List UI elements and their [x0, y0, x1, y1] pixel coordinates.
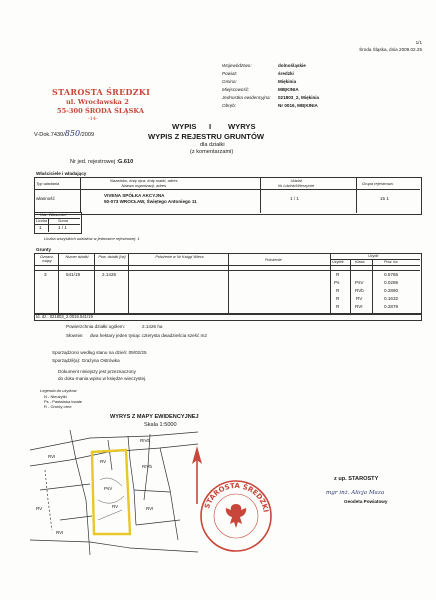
- uzytek-class: RV: [356, 296, 363, 301]
- grunty-header-parcel: Numer działki: [65, 255, 89, 259]
- case-number: V-Dok.7430/850/2009: [34, 129, 95, 138]
- map-label: RIVb: [140, 438, 151, 443]
- area-words-value: dwa hektary jeden tysiąc czterysta dwadzieścia sześć m2: [90, 333, 207, 338]
- uzytek-area: 0.2860: [384, 288, 399, 293]
- uzytek-class: PsV: [355, 280, 364, 285]
- location-row: Jednostka ewidencyjna: 021803_2, Miękinia: [222, 95, 320, 100]
- shares-count-header: Liczba: [36, 219, 47, 223]
- map-title: WYRYS Z MAPY EWIDENCYJNEJ: [110, 414, 199, 420]
- location-row: Gmina: Miękinia: [222, 79, 297, 84]
- map-scale: Skala 1:5000: [144, 422, 177, 428]
- legend-title: Legenda do użytków: [40, 388, 77, 393]
- grunty-parcel-area: 2.1426: [102, 272, 117, 277]
- owner-type: własność: [36, 196, 55, 201]
- uzytek-area: 0.2878: [384, 304, 399, 309]
- grunty-map-no: 3: [44, 272, 47, 277]
- uzytek-area: 0.0286: [384, 280, 399, 285]
- title-for-parcel: dla działki: [200, 142, 225, 148]
- legend-item: R - Grunty orne: [44, 404, 72, 409]
- uzytek-area: 0.1632: [384, 296, 399, 301]
- sheet-number: 1/1: [415, 40, 422, 45]
- owners-header-group: Grupa rejestrowa: [362, 181, 393, 186]
- location-row: Miejscowość: MIĘKINIA: [222, 87, 299, 92]
- purpose-line1: Dokument niniejszy jest przeznaczony: [58, 369, 136, 374]
- uzytek-use: R: [336, 304, 340, 309]
- location-block: [222, 63, 362, 113]
- total-area-label: Powierzchnia działki ogółem:: [66, 324, 125, 329]
- signature-handwritten: mgr inż. Alicja Maza: [326, 490, 385, 496]
- title-comments: (z komentarzami): [190, 149, 234, 155]
- uzytki-col-use: Użytek: [332, 260, 344, 264]
- shares-header: Udz. Własności: [40, 213, 67, 217]
- eagle-emblem-icon: [226, 504, 246, 528]
- grunty-title: Grunty: [36, 247, 52, 252]
- office-stamp-city: 55-300 ŚRODA ŚLĄSKA: [57, 107, 144, 115]
- uzytek-use: R: [336, 272, 340, 277]
- place-date: Środa Śląska, dnia 2009.02.25: [359, 47, 422, 52]
- location-row: Powiat: średzki: [222, 71, 294, 76]
- uzytki-col-class: Klasa: [355, 260, 365, 264]
- title-wyrys: WYRYS: [228, 122, 256, 131]
- legend-item: Ps - Pastwiska trwałe: [44, 399, 83, 404]
- official-seal: [198, 478, 274, 554]
- grunty-header-location: Położenie: [265, 258, 282, 262]
- uzytek-area: 0.5765: [384, 272, 399, 277]
- prepared-date: Sporządzono według stanu na dzień: 09/02/25: [52, 350, 147, 355]
- uzytek-use: Ps: [334, 280, 340, 285]
- office-stamp-name: STAROSTA ŚREDZKI: [52, 87, 151, 97]
- owner-name: VIVENA SPÓŁKA AKCYJNA: [104, 193, 165, 198]
- area-words-label: Słownie:: [66, 333, 84, 338]
- parcel-id: Id. dz.: 021803_2.0016.541/19: [36, 314, 93, 319]
- owners-section-title: Właściciele i władający: [36, 171, 87, 176]
- uzytki-col-area: Pow. ha: [384, 260, 398, 264]
- register-label: Nr jed. rejestrowej :: [70, 159, 119, 165]
- location-row: Województwo: dolnośląskie: [222, 63, 306, 68]
- grunty-header-uzytki: Użytki: [368, 254, 379, 258]
- grunty-header-area: Pow. działki [ha]: [98, 255, 126, 259]
- legend-item: N - Nieużytki: [44, 394, 67, 399]
- shares-note: Liczba wszystkich udziałów w jednostce rejestrowej: 1: [44, 236, 140, 241]
- map-label: RVI: [146, 506, 154, 511]
- owner-share: 1 / 1: [290, 196, 299, 201]
- owners-header-type: Typ władania: [36, 181, 60, 186]
- owner-group: 15 1: [380, 196, 389, 201]
- document-title: WYPIS Z REJESTRU GRUNTÓW: [148, 132, 265, 141]
- grunty-header-kw: Położenie w Nr Księgi Wiecz.: [155, 255, 205, 259]
- shares-count: 1: [39, 225, 42, 230]
- purpose-line2: do doku-mania wpisu w księdze wieczystej.: [58, 376, 147, 381]
- signature-title: Geodeta Powiatowy: [344, 499, 388, 504]
- seal-text: STAROSTA ŚREDZKI: [203, 481, 270, 513]
- uzytek-class: RVb: [355, 288, 364, 293]
- owners-header-share: Udział Nr Ldzink/Wierzyciel: [278, 178, 315, 188]
- shares-sum: 1 / 1: [58, 225, 67, 230]
- office-stamp-code: -14-: [88, 116, 98, 122]
- uzytek-class: RVI: [355, 304, 363, 309]
- map-label: RVI: [56, 530, 64, 535]
- title-i: I: [209, 122, 212, 131]
- uzytek-use: R: [336, 288, 340, 293]
- map-label: RVI: [48, 454, 56, 459]
- cadastral-map: [30, 430, 200, 560]
- register-value: G.610: [118, 159, 134, 165]
- map-label: RIVb: [142, 464, 153, 469]
- map-label: RV: [112, 504, 119, 509]
- office-stamp-street: ul. Wrocławska 2: [66, 98, 129, 106]
- signature-authority: z up. STAROSTY: [334, 476, 379, 482]
- location-row: Obręb: Nr 0016, MIĘKINIA: [222, 103, 318, 108]
- grunty-header-map: Oznacz. mapy: [40, 255, 54, 263]
- map-label: PsV: [104, 486, 113, 491]
- map-label: RV: [100, 459, 107, 464]
- uzytek-use: R: [336, 296, 340, 301]
- prepared-by: Sporządził(a): Grażyna Ostrówka: [52, 358, 120, 363]
- grunty-parcel-no: 541/19: [66, 272, 81, 277]
- map-label: RV: [36, 506, 43, 511]
- shares-sum-header: Suma: [58, 219, 68, 223]
- total-area-value: 2.1426 ha: [142, 324, 163, 329]
- title-wypis: WYPIS: [172, 122, 197, 131]
- owner-address: 50-073 WROCŁAW, Świętego Antoniego 11: [104, 199, 197, 204]
- owners-header-name: Nazwisko, imię ojca, imię matki, adres Nazwa organizacji, adres: [110, 178, 178, 188]
